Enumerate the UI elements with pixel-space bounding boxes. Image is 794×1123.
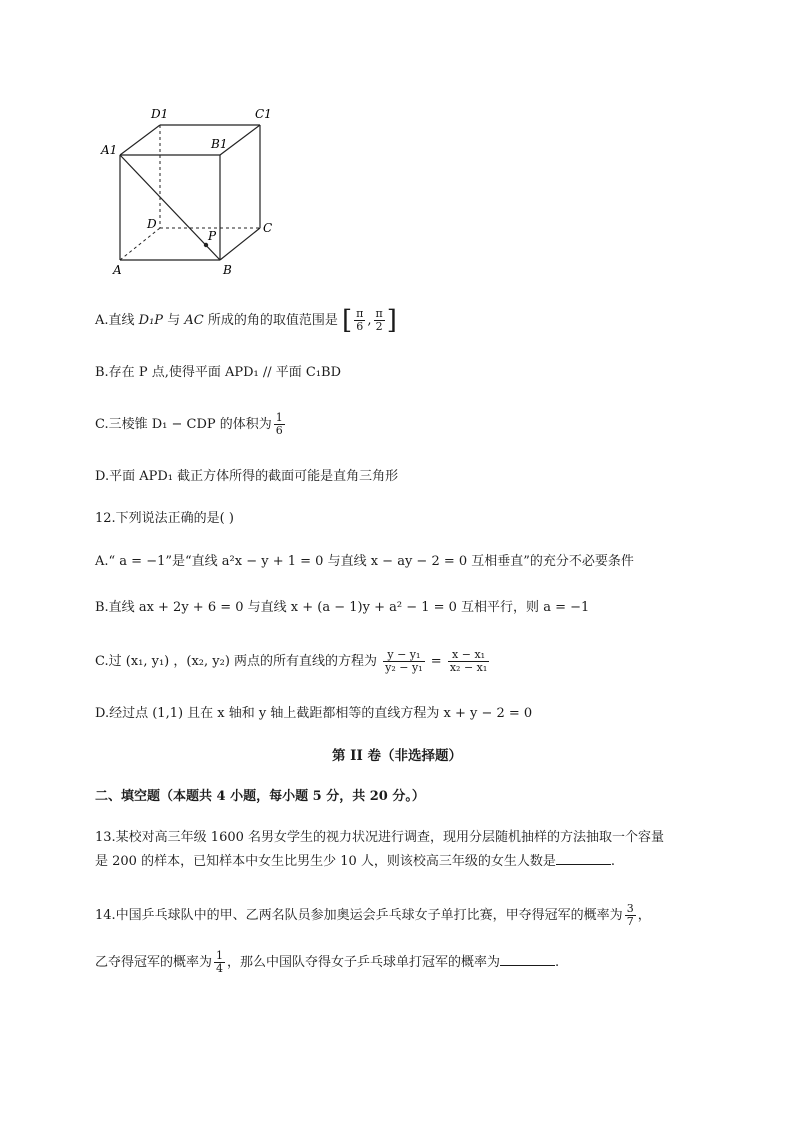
label-P: P xyxy=(208,229,217,243)
q11-option-a: A.直线 D₁P 与 AC 所成的角的取值范围是 [ $\frac{\pi}{6}$ , $\frac{\pi}{2}$ ] xyxy=(95,305,397,336)
part2-title: 第 II 卷（非选择题） xyxy=(331,748,463,764)
fraction-y: $\frac{\text{y − y₁}}{\text{y₂ − y₁}}$ xyxy=(385,648,423,674)
fraction-1-6: $\frac{1}{6}$ xyxy=(275,411,283,437)
q13: 13.某校对高三年级 1600 名男女学生的视力状况进行调查，现用分层随机抽样的方法抽取一个容量 是 200 的样本，已知样本中女生比男生少 10 人，则该校高三年级的女生人数是 . xyxy=(95,830,665,869)
label-D1: D1 xyxy=(151,107,169,121)
label-C1: C1 xyxy=(255,107,272,121)
q12-option-c: C.过 (x₁, y₁) ，(x₂, y₂) 两点的所有直线的方程为 $\frac{\text{y − y₁}}{\text{y₂ − y₁}}$ = $\frac{\text{x − x₁}}{\text{x₂ − x₁}}$ xyxy=(95,648,488,674)
q12-stem: 12.下列说法正确的是( ) xyxy=(95,511,234,526)
label-C: C xyxy=(263,221,273,235)
q14-line2: 乙夺得冠军的概率为 $\frac{1}{4}$ ，那么中国队夺得女子乒乓球单打冠军的概率为 . xyxy=(95,949,560,975)
q12-option-b: B.直线 ax + 2y + 6 = 0 与直线 x + (a − 1)y + a² − 1 = 0 互相平行，则 a = −1 xyxy=(95,600,590,615)
label-A1: A1 xyxy=(101,143,118,157)
cube-diagram xyxy=(95,100,295,285)
close-bracket: ] xyxy=(386,305,397,336)
open-bracket: [ xyxy=(342,305,353,336)
label-B1: B1 xyxy=(211,137,228,151)
q12-option-d: D.经过点 (1,1) 且在 x 轴和 y 轴上截距都相等的直线方程为 x + y − 2 = 0 xyxy=(95,706,533,721)
answer-blank-13[interactable] xyxy=(556,852,611,865)
fraction-pi-2: $\frac{\pi}{2}$ xyxy=(375,307,383,333)
label-B: B xyxy=(223,263,232,277)
cube-figure xyxy=(95,100,295,285)
fraction-x: $\frac{\text{x − x₁}}{\text{x₂ − x₁}}$ xyxy=(449,648,488,674)
fraction-pi-6: $\frac{\pi}{6}$ xyxy=(356,307,364,333)
section-fill-in-heading: 二、填空题（本题共 4 小题，每小题 5 分，共 20 分。） xyxy=(95,789,425,804)
q14-line1: 14.中国乒乓球队中的甲、乙两名队员参加奥运会乒乓球女子单打比赛，甲夺得冠军的概率为 $\frac{3}{7}$ ， xyxy=(95,902,651,928)
fraction-3-7: $\frac{3}{7}$ xyxy=(626,902,634,928)
q11-option-b: B.存在 P 点,使得平面 APD₁ // 平面 C₁BD xyxy=(95,365,342,380)
q12-option-a: A.“ a = −1”是“直线 a²x − y + 1 = 0 与直线 x − ay − 2 = 0 互相垂直”的充分不必要条件 xyxy=(95,554,634,569)
q11-option-d: D.平面 APD₁ 截正方体所得的截面可能是直角三角形 xyxy=(95,469,399,484)
q11-option-c: C.三棱锥 D₁ − CDP 的体积为 $\frac{1}{6}$ xyxy=(95,411,283,437)
answer-blank-14[interactable] xyxy=(500,953,555,966)
label-A: A xyxy=(113,263,122,277)
label-D: D xyxy=(147,217,157,231)
fraction-1-4: $\frac{1}{4}$ xyxy=(216,949,224,975)
